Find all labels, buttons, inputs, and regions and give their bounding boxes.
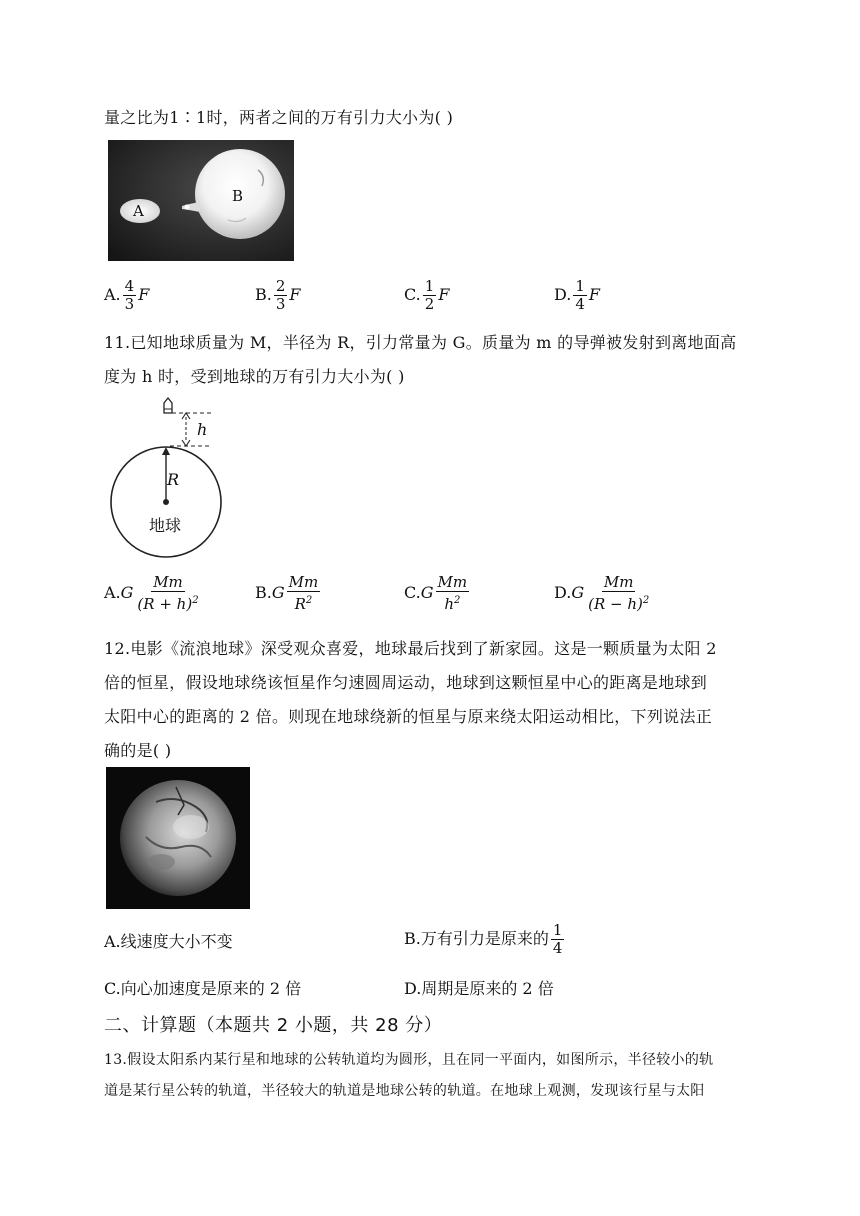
star-a-label: A xyxy=(133,202,144,220)
q11-stem-line2: 度为 h 时，受到地球的万有引力大小为( ) xyxy=(104,367,405,386)
q12-stem-line3: 太阳中心的距离的 2 倍。则现在地球绕新的恒星与原来绕太阳运动相比，下列说法正 xyxy=(104,707,713,726)
q13-stem-line2: 道是某行星公转的轨道，半径较大的轨道是地球公转的轨道。在地球上观测，发现该行星与太阳 xyxy=(104,1083,705,1099)
q11-option-d: D.G $\frac{Mm}{(R - h)^2}$ xyxy=(554,573,650,613)
q10-option-d: D. $\frac{1}{4}$ F xyxy=(554,277,600,313)
q10-option-c: C. $\frac{1}{2}$ F xyxy=(404,277,450,313)
q12-option-d: D.周期是原来的 2 倍 xyxy=(404,979,554,998)
planet-photo xyxy=(106,767,250,909)
q10-stem-tail: 量之比为1∶1时，两者之间的万有引力大小为( ) xyxy=(104,108,454,127)
q10-option-a: A. $\frac{4}{3}$ F xyxy=(104,277,150,313)
q12-stem-line4: 确的是( ) xyxy=(104,741,172,760)
q10-option-b: B. $\frac{2}{3}$ F xyxy=(255,277,301,313)
radius-label: R xyxy=(167,470,180,489)
q12-stem-line1: 12.电影《流浪地球》深受观众喜爱，地球最后找到了新家园。这是一颗质量为太阳 2 xyxy=(104,639,717,658)
earth-missile-diagram xyxy=(108,395,228,560)
q11-option-c: C.G $\frac{Mm}{h^2}$ xyxy=(404,573,468,613)
q12-option-b: B.万有引力是原来的 $\frac{1}{4}$ xyxy=(404,921,563,957)
q12-option-a: A.线速度大小不变 xyxy=(104,932,233,951)
height-label: h xyxy=(197,420,208,439)
q11-option-b: B.G $\frac{Mm}{R^2}$ xyxy=(255,573,319,613)
section-heading: 二、计算题（本题共 2 小题，共 28 分） xyxy=(104,1015,443,1036)
star-b-label: B xyxy=(232,187,244,205)
q13-stem-line1: 13.假设太阳系内某行星和地球的公转轨道均为圆形，且在同一平面内，如图所示，半径较小的轨 xyxy=(104,1052,714,1068)
q11-option-a: A.G $\frac{Mm}{(R + h)^2}$ xyxy=(104,573,199,613)
q12-option-c: C.向心加速度是原来的 2 倍 xyxy=(104,979,302,998)
q11-stem-line1: 11.已知地球质量为 M，半径为 R，引力常量为 G。质量为 m 的导弹被发射到离地面高 xyxy=(104,333,737,352)
binary-star-photo xyxy=(108,140,294,261)
q12-stem-line2: 倍的恒星，假设地球绕该恒星作匀速圆周运动，地球到这颗恒星中心的距离是地球到 xyxy=(104,673,708,692)
earth-label: 地球 xyxy=(149,516,182,535)
